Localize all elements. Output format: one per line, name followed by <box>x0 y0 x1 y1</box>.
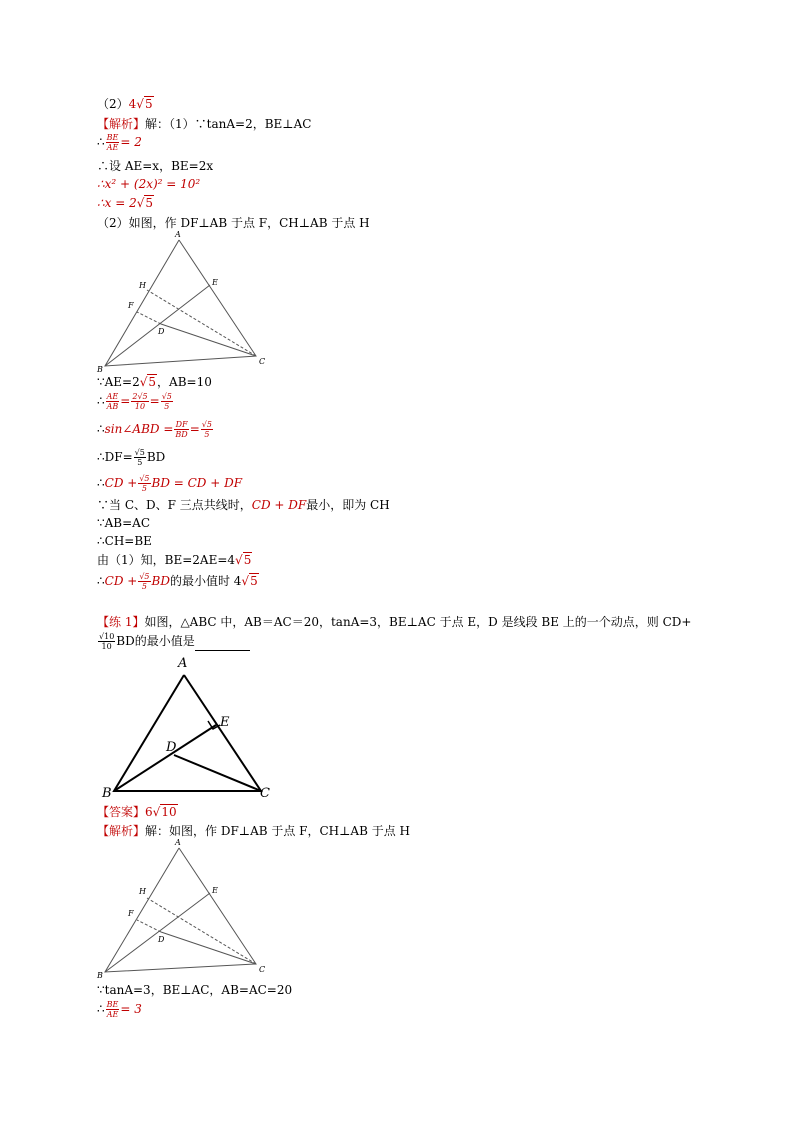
point-label: H <box>139 281 146 290</box>
from-part1: 由（1）知，BE=2AE=4√5 <box>97 553 252 567</box>
point-label: C <box>259 965 266 974</box>
analysis-2-heading: 【解析】解：如图，作 DF⊥AB 于点 F，CH⊥AB 于点 H <box>97 824 411 838</box>
ratio-be-ae-2: ∴ $\frac{BE}{AE}$ = 3 <box>97 1000 142 1019</box>
collinear-condition: ∵当 C、D、F 三点共线时，CD + DF最小，即为 CH <box>97 498 390 512</box>
segment-be <box>105 893 210 972</box>
point-label: D <box>158 935 165 944</box>
segment-df <box>137 920 161 932</box>
point-label: E <box>212 886 218 895</box>
analysis-heading: 【解析】解：（1）∵tanA=2，BE⊥AC <box>97 117 312 131</box>
segment-be <box>105 285 210 366</box>
isosceles-condition: ∵AB=AC <box>97 516 151 530</box>
pythagoras-equation: ∴x² + (2x)² = 10² <box>97 177 201 191</box>
sum-expression: ∴CD + $\frac{√5}{5}$ BD = CD + DF <box>97 474 243 493</box>
point-label: F <box>128 301 134 310</box>
minimum-result: ∴CD + $\frac{√5}{5}$ BD的最小值时 4√5 <box>97 572 258 591</box>
ch-equals-be: ∴CH=BE <box>97 534 152 548</box>
given-2: ∵tanA=3，BE⊥AC，AB=AC=20 <box>97 983 293 997</box>
answer-1: 【答案】6√10 <box>97 805 177 819</box>
segment-df <box>137 312 161 324</box>
given-ae-ab: ∵AE=2√5，AB=10 <box>97 375 212 389</box>
ratio-be-ae: ∴ $\frac{BE}{AE}$ = 2 <box>97 133 142 152</box>
segment-be <box>114 725 216 791</box>
point-label: E <box>212 278 218 287</box>
part2-answer: （2）4√5 <box>97 97 153 111</box>
point-label: D <box>166 740 177 755</box>
point-label: C <box>259 357 266 366</box>
triangle-abc <box>114 675 261 791</box>
point-label: E <box>220 715 230 730</box>
point-label: C <box>260 786 270 801</box>
sin-abd: ∴sin∠ABD = $\frac{DF}{BD}$ = $\frac{√5}{5}$ <box>97 420 212 439</box>
point-label: B <box>102 786 112 801</box>
set-variables: ∴设 AE=x，BE=2x <box>97 159 214 173</box>
point-label: B <box>97 365 103 374</box>
df-expression: ∴DF= $\frac{√5}{5}$ BD <box>97 448 166 467</box>
triangle-diagram-exercise <box>98 655 283 803</box>
exercise-1-question-tail: $\frac{√10}{10}$ BD的最小值是 <box>97 632 250 651</box>
point-label: A <box>175 230 181 239</box>
x-value: ∴x = 2√5 <box>97 196 154 210</box>
point-label: H <box>139 887 146 896</box>
segment-cd <box>161 324 256 356</box>
point-label: B <box>97 971 103 980</box>
point-label: F <box>128 909 134 918</box>
answer-blank <box>195 638 250 651</box>
point-label: D <box>158 327 165 336</box>
exercise-1-question: 【练 1】如图，△ABC 中，AB＝AC＝20，tanA=3，BE⊥AC 于点 E，D 是线段 BE 上的一个动点，则 CD+ <box>97 615 692 629</box>
part2-construction: （2）如图，作 DF⊥AB 于点 F，CH⊥AB 于点 H <box>97 216 370 230</box>
point-label: A <box>175 838 181 847</box>
segment-ch <box>147 290 256 356</box>
point-label: A <box>178 656 188 671</box>
triangle-diagram-1 <box>95 228 275 378</box>
segment-ch <box>147 898 256 964</box>
segment-cd <box>161 932 256 964</box>
ratio-ae-ab: ∴ $\frac{AE}{AB}$ = $\frac{2√5}{10}$ = $\frac{√5}{5}$ <box>97 392 172 411</box>
triangle-diagram-2 <box>95 836 275 984</box>
